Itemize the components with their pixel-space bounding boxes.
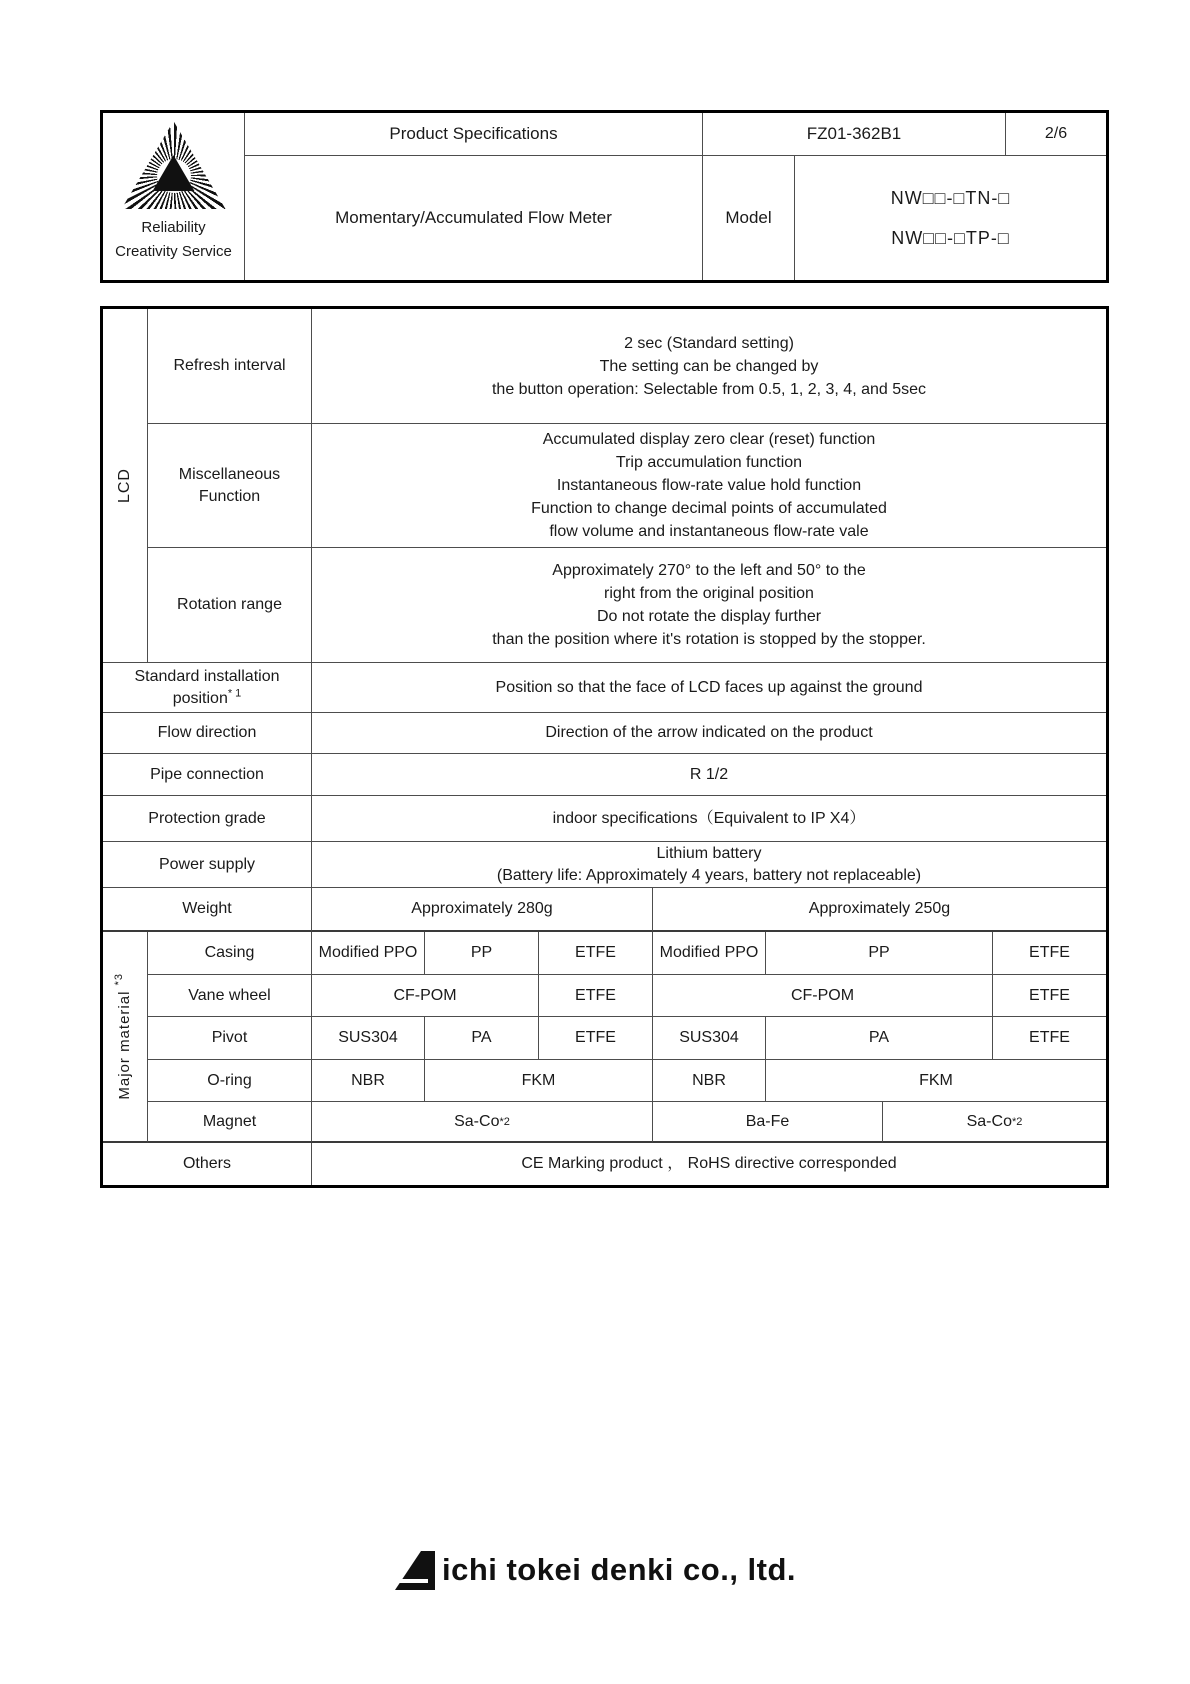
product-title-cell: Momentary/Accumulated Flow Meter	[245, 156, 703, 280]
logo-caption	[115, 216, 232, 264]
misc-line-2: Trip accumulation function	[615, 454, 803, 471]
refresh-line-3: the button operation: Selectable from 0.5, 1, 2, 3, 4, and 5sec	[491, 380, 927, 398]
rotation-line-1: Approximately 270° to the left and 50° to the	[552, 562, 866, 579]
lcd-group-cell	[103, 309, 148, 663]
casing-cell-1: Modified PPO	[312, 932, 425, 975]
others-value: CE Marking product ， RoHS directive corresponded	[521, 1155, 897, 1173]
install-label-line1: Standard installation	[134, 667, 280, 685]
casing-cell-6: ETFE	[993, 932, 1106, 975]
logo-cell	[103, 113, 245, 280]
vane-wheel-label: Vane wheel	[148, 975, 312, 1017]
pipe-connection-label: Pipe connection	[103, 754, 312, 796]
reliability-triangle-logo-icon	[122, 121, 226, 209]
power-supply-label: Power supply	[103, 842, 312, 888]
aichi-logo-a-icon	[394, 1549, 440, 1591]
install-position-value: Position so that the face of LCD faces up against the ground	[312, 663, 1106, 713]
logo-caption-line2: Creativity Service	[115, 243, 232, 260]
rotation-range-label: Rotation range	[148, 548, 312, 663]
misc-label-line1: Miscellaneous	[178, 465, 281, 483]
company-logo	[0, 1540, 1190, 1600]
magnet-cell-1: Sa-Co *2	[312, 1102, 653, 1143]
install-position-label	[103, 663, 312, 713]
doc-number-cell: FZ01-362B1	[703, 113, 1006, 156]
header-table	[100, 110, 1109, 283]
magnet-value-3: Sa-Co	[966, 1112, 1012, 1130]
pivot-cell-5: PA	[766, 1017, 993, 1060]
flow-direction-value: Direction of the arrow indicated on the product	[312, 713, 1106, 754]
model-value-cell	[795, 156, 1106, 280]
spec-table	[100, 306, 1109, 1188]
magnet-label: Magnet	[148, 1102, 312, 1143]
rotation-line-2: right from the original position	[604, 585, 814, 602]
page-number-cell: 2/6	[1006, 113, 1106, 156]
casing-cell-5: PP	[766, 932, 993, 975]
vane-cell-1: CF-POM	[312, 975, 539, 1017]
vane-cell-4: ETFE	[993, 975, 1106, 1017]
refresh-line-2: The setting can be changed by	[599, 357, 819, 375]
logo-caption-line1: Reliability	[141, 219, 206, 236]
misc-function-value	[312, 424, 1106, 548]
install-label-line2	[173, 688, 242, 710]
casing-cell-3: ETFE	[539, 932, 653, 975]
weight-value-left: Approximately 280g	[312, 888, 653, 932]
refresh-interval-label: Refresh interval	[148, 309, 312, 424]
refresh-interval-value	[312, 309, 1106, 424]
magnet-value-1: Sa-Co	[454, 1112, 500, 1130]
lcd-group-label: LCD	[116, 467, 134, 503]
rotation-line-3: Do not rotate the display further	[596, 608, 822, 625]
oring-cell-1: NBR	[312, 1060, 425, 1102]
major-material-footnote: *3	[112, 973, 125, 986]
oring-label: O-ring	[148, 1060, 312, 1102]
install-label-word: position	[172, 689, 228, 707]
casing-label: Casing	[148, 932, 312, 975]
major-material-group-label	[112, 973, 135, 1100]
magnet-cell-3: Sa-Co *2	[883, 1102, 1106, 1143]
misc-line-4: Function to change decimal points of accumulated	[531, 500, 887, 517]
others-label: Others	[103, 1143, 312, 1185]
pipe-connection-value: R 1/2	[312, 754, 1106, 796]
pivot-label: Pivot	[148, 1017, 312, 1060]
magnet-cell-2: Ba-Fe	[653, 1102, 883, 1143]
model-code-1: NW□□-□TN-□	[890, 187, 1011, 208]
misc-line-1: Accumulated display zero clear (reset) function	[542, 431, 876, 448]
protection-grade-label: Protection grade	[103, 796, 312, 842]
protection-grade-value: indoor specifications（Equivalent to IP X4）	[312, 796, 1106, 842]
power-supply-value	[312, 842, 1106, 888]
rotation-range-value	[312, 548, 1106, 663]
misc-label-line2: Function	[198, 487, 261, 505]
weight-value-right: Approximately 250g	[653, 888, 1106, 932]
misc-function-label	[148, 424, 312, 548]
power-line-1: Lithium battery	[656, 844, 762, 862]
company-name: ichi tokei denki co., ltd.	[441, 1552, 797, 1587]
vane-cell-3: CF-POM	[653, 975, 993, 1017]
oring-cell-4: FKM	[766, 1060, 1106, 1102]
casing-cell-2: PP	[425, 932, 539, 975]
major-material-text: Major material	[115, 990, 133, 1100]
flow-direction-label: Flow direction	[103, 713, 312, 754]
oring-cell-2: FKM	[425, 1060, 653, 1102]
pivot-cell-3: ETFE	[539, 1017, 653, 1060]
misc-line-5: flow volume and instantaneous flow-rate vale	[549, 523, 869, 540]
refresh-line-1: 2 sec (Standard setting)	[624, 334, 794, 352]
misc-line-3: Instantaneous flow-rate value hold function	[556, 477, 862, 494]
power-line-2: (Battery life: Approximately 4 years, battery not replaceable)	[496, 866, 922, 884]
weight-label: Weight	[103, 888, 312, 932]
model-label-cell: Model	[703, 156, 795, 280]
pivot-cell-2: PA	[425, 1017, 539, 1060]
rotation-line-4: than the position where it's rotation is stopped by the stopper.	[492, 631, 926, 648]
doc-type-cell: Product Specifications	[245, 113, 703, 156]
pivot-cell-4: SUS304	[653, 1017, 766, 1060]
model-code-2: NW□□-□TP-□	[891, 228, 1010, 248]
vane-cell-2: ETFE	[539, 975, 653, 1017]
install-label-footnote: * 1	[227, 687, 242, 700]
pivot-cell-1: SUS304	[312, 1017, 425, 1060]
oring-cell-3: NBR	[653, 1060, 766, 1102]
casing-cell-4: Modified PPO	[653, 932, 766, 975]
major-material-group-cell	[103, 932, 148, 1143]
pivot-cell-6: ETFE	[993, 1017, 1106, 1060]
